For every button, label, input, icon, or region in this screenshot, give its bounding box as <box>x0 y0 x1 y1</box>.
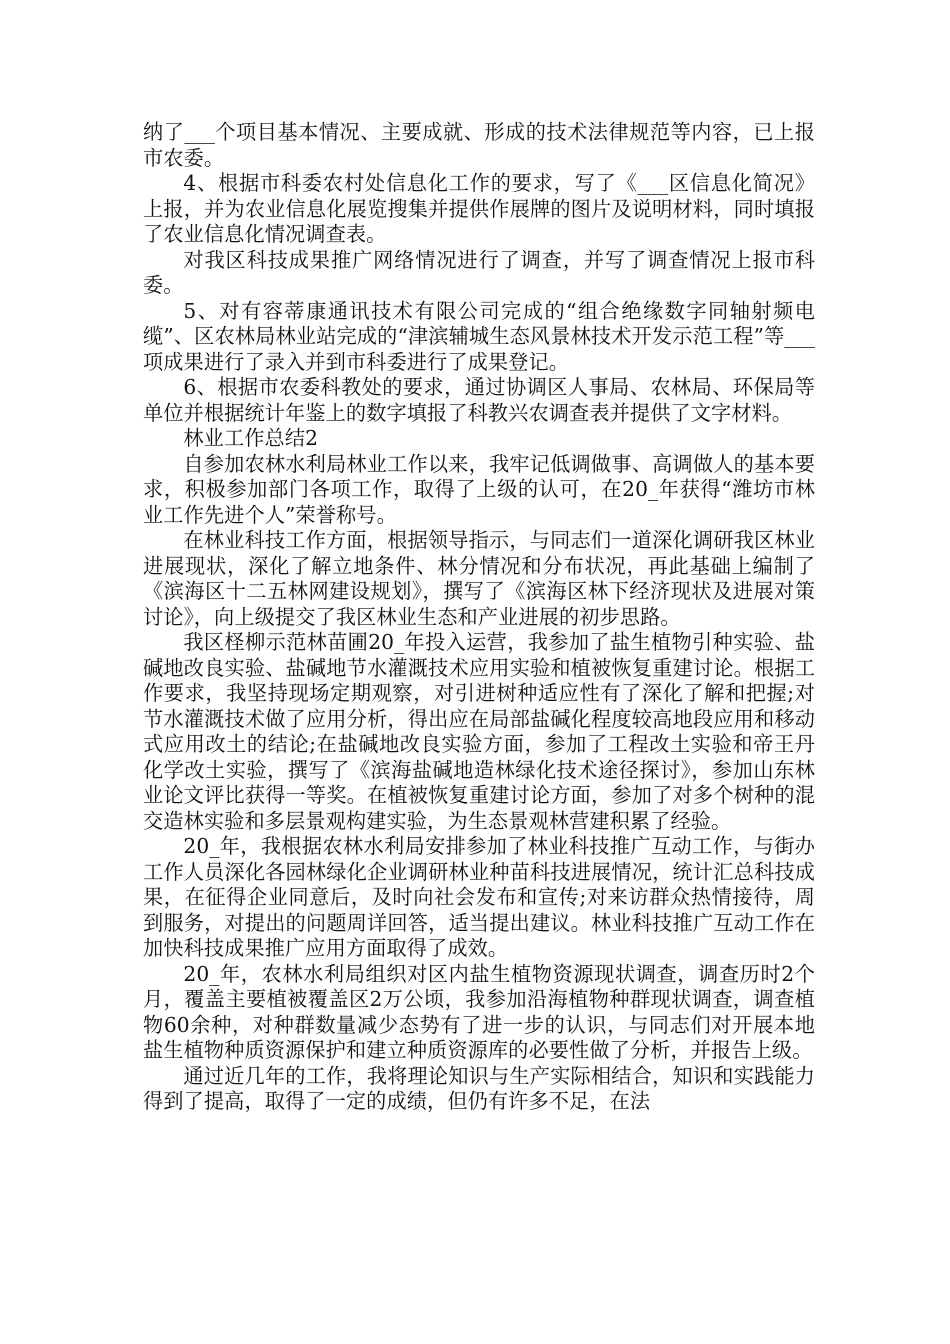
document-page <box>143 120 815 1115</box>
body-paragraph: 在林业科技工作方面，根据领导指示，与同志们一道深化调研我区林业进展现状，深化了解立地条件、林分情况和分布状况，再此基础上编制了《滨海区十二五林网建设规划》，撰写了《滨海区林下经济现状及进展对策讨论》，向上级提交了我区林业生态和产业进展的初步思路。 <box>143 528 815 629</box>
body-paragraph: 通过近几年的工作，我将理论知识与生产实际相结合，知识和实践能力得到了提高，取得了一定的成绩，但仍有许多不足，在法 <box>143 1063 815 1113</box>
body-paragraph: 纳了___个项目基本情况、主要成就、形成的技术法律规范等内容，已上报市农委。 <box>143 120 815 170</box>
body-paragraph: 20_年，农林水利局组织对区内盐生植物资源现状调查，调查历时2个月，覆盖主要植被覆盖区2万公顷，我参加沿海植物种群现状调查，调查植物60余种，对种群数量减少态势有了进一步的认识，与同志们对开展本地盐生植物种质资源保护和建立种质资源库的必要性做了分析，并报告上级。 <box>143 961 815 1062</box>
body-paragraph: 20_年，我根据农林水利局安排参加了林业科技推广互动工作，与街办工作人员深化各园林绿化企业调研林业种苗科技进展情况，统计汇总科技成果，在征得企业同意后，及时向社会发布和宣传;对来访群众热情接待，周到服务，对提出的问题周详回答，适当提出建议。林业科技推广互动工作在加快科技成果推广应用方面取得了成效。 <box>143 834 815 960</box>
body-paragraph: 5、对有容蒂康通讯技术有限公司完成的“组合绝缘数字同轴射频电缆”、区农林局林业站完成的“津滨辅城生态风景林技术开发示范工程”等___项成果进行了录入并到市科委进行了成果登记。 <box>143 298 815 374</box>
body-paragraph: 4、根据市科委农村处信息化工作的要求，写了《___区信息化简况》上报，并为农业信息化展览搜集并提供作展牌的图片及说明材料，同时填报了农业信息化情况调查表。 <box>143 171 815 246</box>
section-heading: 林业工作总结2 <box>183 426 319 450</box>
body-paragraph: 我区柽柳示范林苗圃20_年投入运营，我参加了盐生植物引种实验、盐碱地改良实验、盐碱地节水灌溉技术应用实验和植被恢复重建讨论。根据工作要求，我坚持现场定期观察，对引进树种适应性有了深化了解和把握;对节水灌溉技术做了应用分析，得出应在局部盐碱化程度较高地段应用和移动式应用改土的结论;在盐碱地改良实验方面，参加了工程改土实验和帝王丹化学改土实验，撰写了《滨海盐碱地造林绿化技术途径探讨》，参加山东林业论文评比获得一等奖。在植被恢复重建讨论方面，参加了对多个树种的混交造林实验和多层景观构建实验，为生态景观林营建积累了经验。 <box>143 630 815 833</box>
body-paragraph: 自参加农林水利局林业工作以来，我牢记低调做事、高调做人的基本要求，积极参加部门各项工作，取得了上级的认可，在20_年获得“潍坊市林业工作先进个人”荣誉称号。 <box>143 451 815 527</box>
body-paragraph: 6、根据市农委科教处的要求，通过协调区人事局、农林局、环保局等单位并根据统计年鉴上的数字填报了科教兴农调查表并提供了文字材料。 <box>143 375 815 425</box>
body-paragraph: 对我区科技成果推广网络情况进行了调查，并写了调查情况上报市科委。 <box>143 247 815 297</box>
